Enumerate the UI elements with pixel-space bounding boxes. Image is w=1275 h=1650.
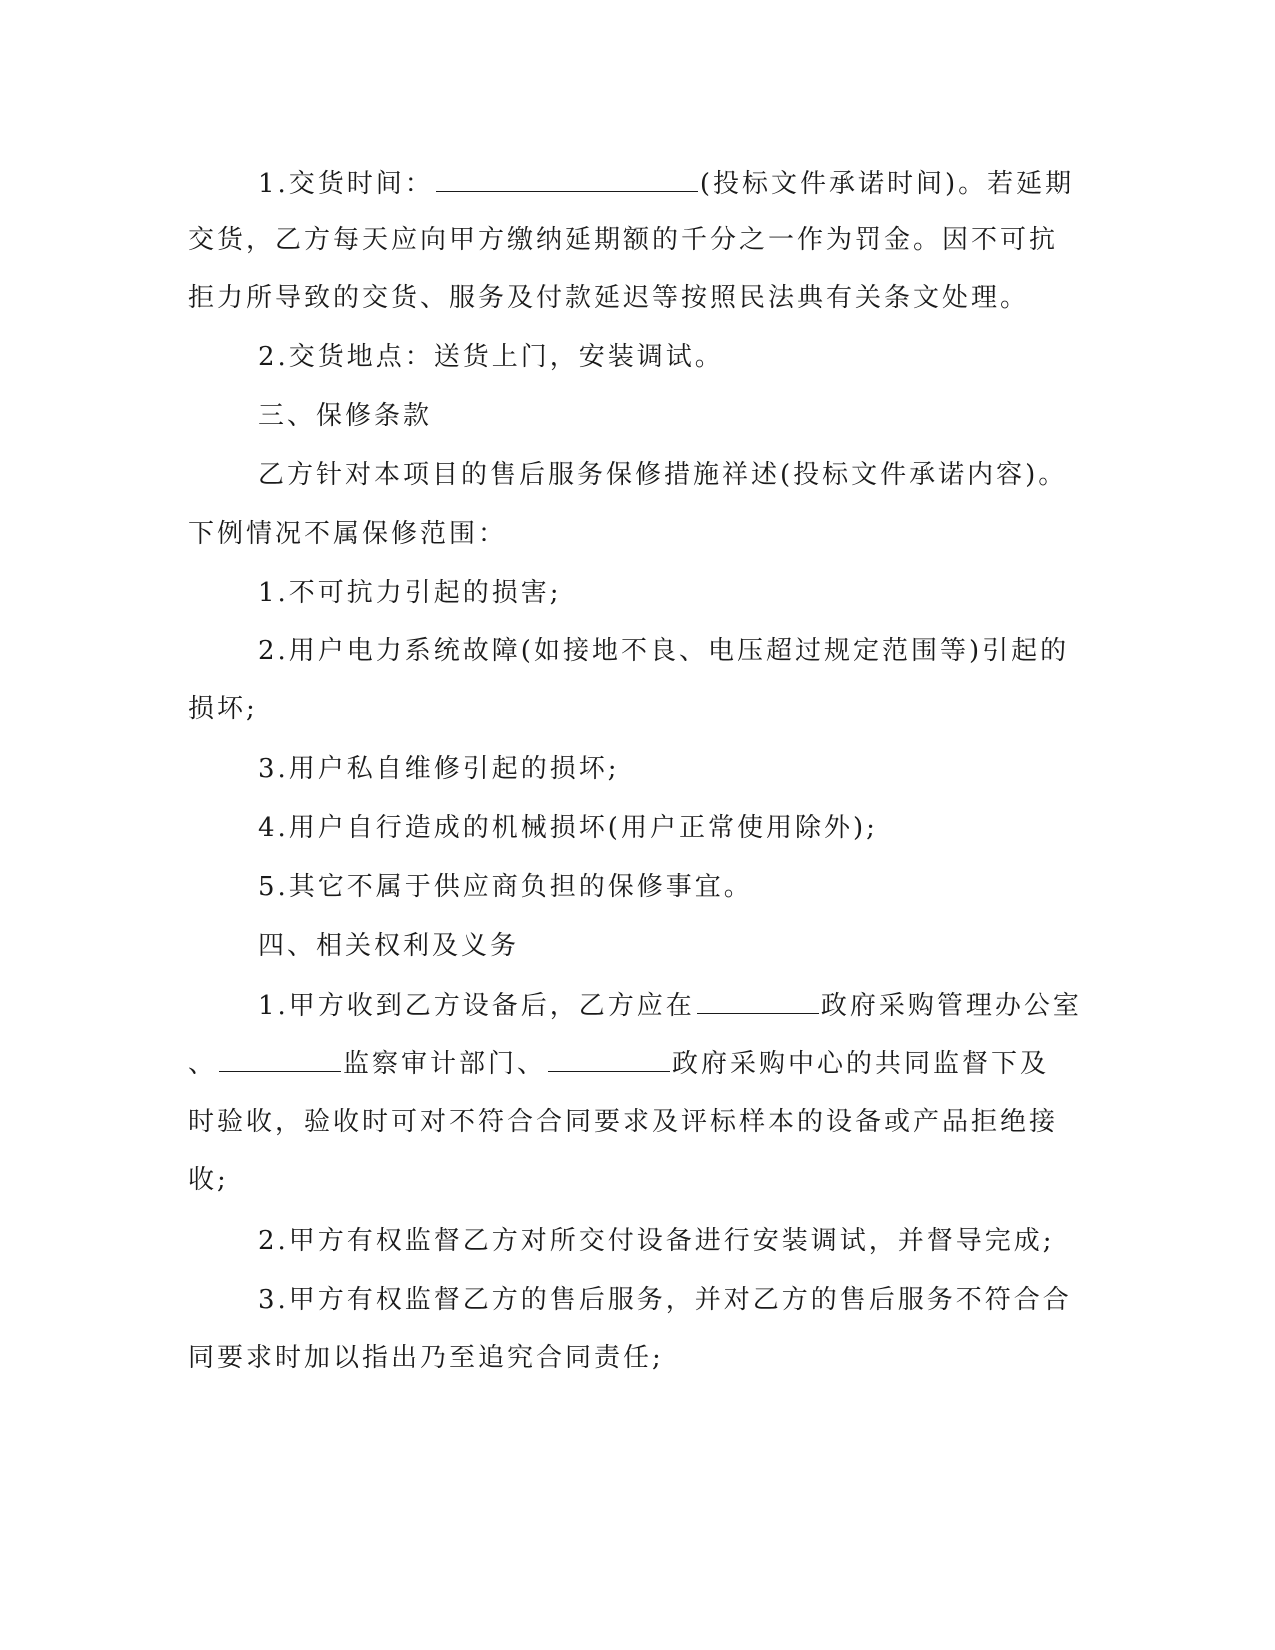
warranty-item-5: 5.其它不属于供应商负担的保修事宜。 [258, 872, 753, 902]
delivery-time-line [258, 165, 1074, 201]
warranty-item-3: 3.用户私自维修引起的损坏; [258, 754, 620, 784]
rights-blank-2 [219, 1045, 341, 1072]
delivery-time-suffix: (投标文件承诺时间)。若延期 [699, 169, 1075, 199]
warranty-heading: 三、保修条款 [258, 401, 433, 431]
delivery-time-blank [436, 165, 698, 192]
warranty-item-2: 2.用户电力系统故障(如接地不良、电压超过规定范围等)引起的 [258, 636, 1070, 666]
warranty-item-2-cont: 损坏; [188, 694, 258, 724]
rights-heading: 四、相关权利及义务 [258, 931, 520, 961]
delivery-time-line-3: 拒力所导致的交货、服务及付款延迟等按照民法典有关条文处理。 [188, 283, 1030, 313]
rights-item-1-text-b: 政府采购管理办公室 [820, 991, 1082, 1021]
warranty-intro-line-1: 乙方针对本项目的售后服务保修措施祥述(投标文件承诺内容)。 [258, 460, 1068, 490]
rights-item-1-line-4: 收; [188, 1165, 229, 1195]
rights-item-3-cont: 同要求时加以指出乃至追究合同责任; [188, 1343, 664, 1373]
rights-blank-1 [697, 987, 819, 1014]
rights-item-1-line-3: 时验收，验收时可对不符合合同要求及评标样本的设备或产品拒绝接 [188, 1107, 1059, 1137]
delivery-time-label: 1.交货时间： [258, 169, 434, 199]
delivery-place: 2.交货地点：送货上门，安装调试。 [258, 342, 724, 372]
rights-item-3: 3.甲方有权监督乙方的售后服务，并对乙方的售后服务不符合合 [258, 1285, 1072, 1315]
rights-item-1-text-c: 、 [188, 1049, 218, 1079]
warranty-item-1: 1.不可抗力引起的损害; [258, 578, 562, 608]
rights-item-2: 2.甲方有权监督乙方对所交付设备进行安装调试，并督导完成; [258, 1226, 1055, 1256]
warranty-item-4: 4.用户自行造成的机械损坏(用户正常使用除外); [258, 813, 878, 843]
rights-item-1-text-a: 1.甲方收到乙方设备后，乙方应在 [258, 991, 695, 1021]
warranty-intro-line-2: 下例情况不属保修范围： [188, 519, 508, 549]
rights-item-1 [258, 987, 1082, 1023]
rights-item-1-text-e: 政府采购中心的共同监督下及 [672, 1049, 1050, 1079]
rights-item-1-text-d: 监察审计部门、 [343, 1049, 547, 1079]
delivery-time-line-2: 交货，乙方每天应向甲方缴纳延期额的千分之一作为罚金。因不可抗 [188, 225, 1059, 255]
rights-item-1-line-2 [188, 1045, 1049, 1081]
rights-blank-3 [548, 1045, 670, 1072]
